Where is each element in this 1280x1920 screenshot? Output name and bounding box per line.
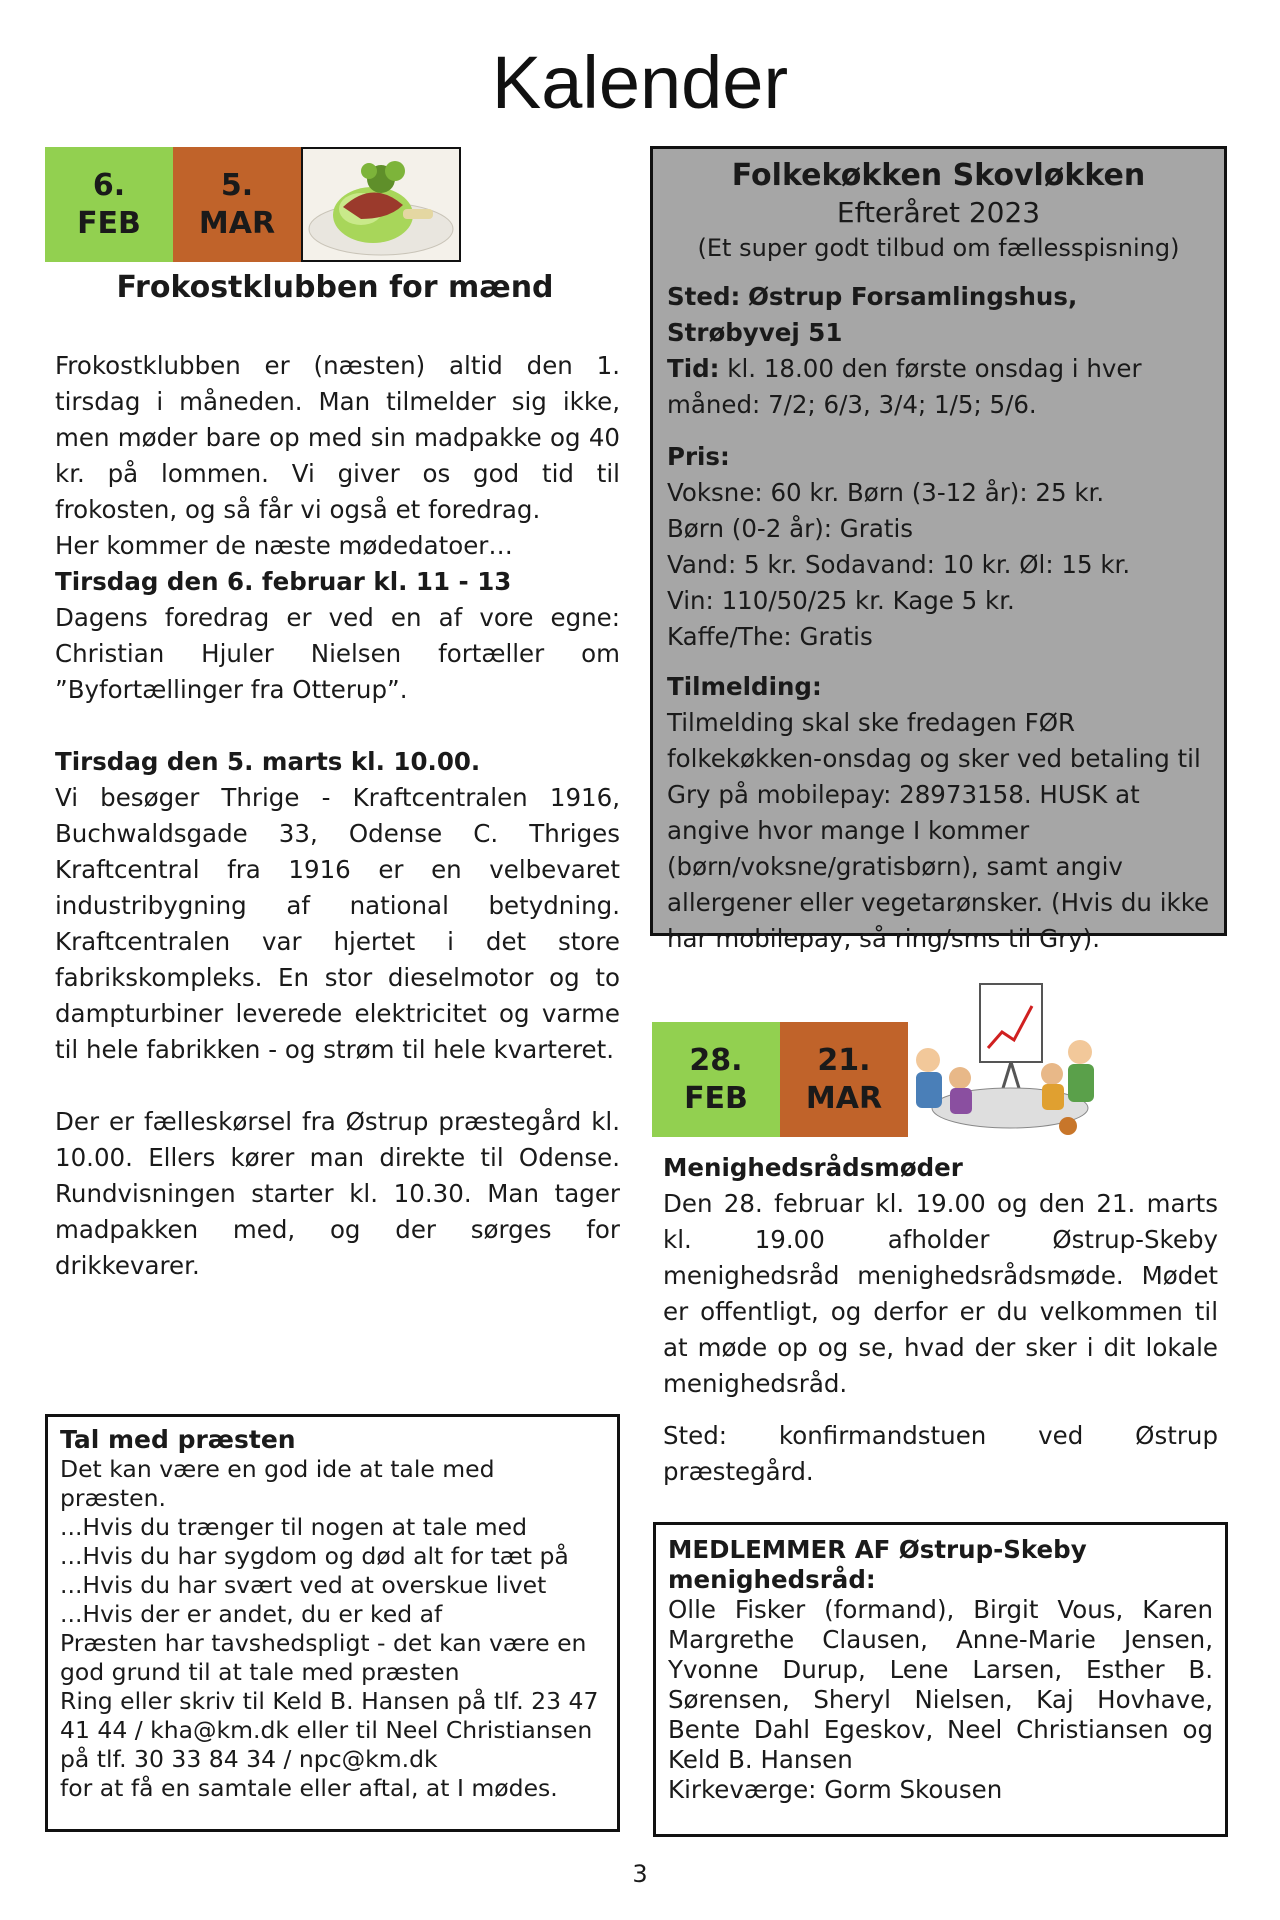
- council-members-box: [653, 1522, 1228, 1837]
- date-badge-mar: [173, 147, 301, 262]
- date-day: 28.: [689, 1042, 743, 1078]
- frokost-date-strip: [45, 147, 461, 262]
- priest-line: ...Hvis du har sygdom og død alt for tæt på: [60, 1542, 569, 1570]
- menighed-article: [663, 1150, 1218, 1490]
- tilmelding-text: Tilmelding skal ske fredagen FØR folkekøkken-onsdag og sker ved betaling til Gry på mobilepay: 28973158. HUSK at angive hvor mange I kommer (børn/voksne/gratisbørn), samt angiv allergener eller vegetarønsker. (Hvis du ikke har mobilepay, så ring/sms til Gry).: [667, 708, 1210, 953]
- frokost-next-dates: Her kommer de næste mødedatoer…: [55, 531, 513, 560]
- pris-line: Kaffe/The: Gratis: [667, 622, 873, 651]
- menighed-date-strip: [652, 1022, 908, 1137]
- priest-heading: Tal med præsten: [60, 1425, 296, 1454]
- date-month: FEB: [77, 205, 141, 241]
- pris-line: Børn (0-2 år): Gratis: [667, 514, 914, 543]
- pris-label: Pris:: [667, 442, 730, 471]
- tid-label: Tid:: [667, 354, 720, 383]
- priest-line: Præsten har tavshedspligt - det kan være en god grund til at tale med præsten: [60, 1629, 587, 1686]
- salad-plate-image: [301, 147, 461, 262]
- date-month: MAR: [198, 205, 276, 241]
- priest-lines: [60, 1455, 605, 1803]
- date-day: 6.: [92, 167, 126, 203]
- page-title: Kalender: [491, 41, 789, 124]
- date-badge-feb: [652, 1022, 780, 1137]
- pris-line: Vin: 110/50/25 kr. Kage 5 kr.: [667, 586, 1015, 615]
- date-month: MAR: [805, 1080, 883, 1116]
- sted-label: Sted:: [667, 282, 741, 311]
- priest-line: ...Hvis der er andet, du er ked af: [60, 1600, 443, 1628]
- folkekokken-box: [650, 146, 1227, 953]
- priest-line: ...Hvis du trænger til nogen at tale med: [60, 1513, 528, 1541]
- date-month: FEB: [684, 1080, 748, 1116]
- folkekokken-title: Folkekøkken Skovløkken: [731, 158, 1146, 193]
- menighed-sted: Sted: konfirmandstuen ved Østrup præstegård.: [663, 1421, 1218, 1486]
- meeting-cartoon-image: [900, 978, 1120, 1138]
- transport-text: Der er fælleskørsel fra Østrup præstegård kl. 10.00. Ellers kører man direkte til Odense. Rundvisningen starter kl. 10.30. Man tager madpakken med, og der sørges for drikkevarer.: [55, 1107, 620, 1280]
- date-badge-feb: [45, 147, 173, 262]
- sted-value: Østrup Forsamlingshus, Strøbyvej 51: [667, 282, 1078, 347]
- folkekokken-tagline: (Et super godt tilbud om fællesspisning): [697, 234, 1180, 262]
- frokost-heading: Frokostklubben for mænd: [116, 270, 554, 305]
- date-day: 5.: [220, 167, 254, 203]
- event2-heading: Tirsdag den 5. marts kl. 10.00.: [55, 747, 481, 776]
- date-badge-mar: [780, 1022, 908, 1137]
- menighed-text: Den 28. februar kl. 19.00 og den 21. marts kl. 19.00 afholder Østrup-Skeby menighedsråd menighedsrådsmøde. Mødet er offentligt, og derfor er du velkommen til at møde op og se, hvad der sker i dit lokale menighedsråd.: [663, 1189, 1218, 1398]
- talk-to-priest-box: [45, 1414, 620, 1832]
- menighed-heading: Menighedsrådsmøder: [663, 1153, 963, 1182]
- members-heading: MEDLEMMER AF Østrup-Skeby menighedsråd:: [668, 1535, 1087, 1594]
- priest-line: ...Hvis du har svært ved at overskue livet: [60, 1571, 547, 1599]
- folkekokken-subtitle: Efteråret 2023: [836, 196, 1041, 229]
- tid-row: [667, 351, 1210, 423]
- event1-heading: Tirsdag den 6. februar kl. 11 - 13: [55, 567, 512, 596]
- frokost-article: [55, 348, 620, 1284]
- priest-line: for at få en samtale eller aftal, at I mødes.: [60, 1774, 558, 1802]
- kirkevaerge: Kirkeværge: Gorm Skousen: [668, 1775, 1003, 1804]
- members-list: Olle Fisker (formand), Birgit Vous, Karen Margrethe Clausen, Anne-Marie Jensen, Yvonne Durup, Lene Larsen, Esther B. Sørensen, Sheryl Nielsen, Kaj Hovhave, Bente Dahl Egeskov, Neel Christiansen og Keld B. Hansen: [668, 1595, 1213, 1774]
- frokost-intro: Frokostklubben er (næsten) altid den 1. tirsdag i måneden. Man tilmelder sig ikke, men møder bare op med sin madpakke og 40 kr. på lommen. Vi giver os god tid til frokosten, og så får vi også et foredrag.: [55, 351, 620, 524]
- page-number: 3: [632, 1860, 648, 1888]
- priest-line: Ring eller skriv til Keld B. Hansen på tlf. 23 47 41 44 / kha@km.dk eller til Neel Christiansen på tlf. 30 33 84 34 / npc@km.dk: [60, 1687, 599, 1773]
- tid-value: kl. 18.00 den første onsdag i hver måned: 7/2; 6/3, 3/4; 1/5; 5/6.: [667, 354, 1142, 419]
- event2-text: Vi besøger Thrige - Kraftcentralen 1916, Buchwaldsgade 33, Odense C. Thriges Kraftcentral fra 1916 er en velbevaret industribygning af national betydning. Kraftcentralen var hjertet i det store fabrikskompleks. En stor dieselmotor og to dampturbiner leverede elektricitet og varme til hele fabrikken - og strøm til hele kvarteret.: [55, 783, 620, 1064]
- pris-line: Voksne: 60 kr. Børn (3-12 år): 25 kr.: [667, 478, 1105, 507]
- date-day: 21.: [817, 1042, 871, 1078]
- tilmelding-label: Tilmelding:: [667, 672, 822, 701]
- sted-row: [667, 279, 1210, 351]
- priest-line: Det kan være en god ide at tale med præsten.: [60, 1455, 495, 1512]
- pris-line: Vand: 5 kr. Sodavand: 10 kr. Øl: 15 kr.: [667, 550, 1131, 579]
- event1-text: Dagens foredrag er ved en af vore egne: Christian Hjuler Nielsen fortæller om ”Byfortællinger fra Otterup”.: [55, 603, 620, 704]
